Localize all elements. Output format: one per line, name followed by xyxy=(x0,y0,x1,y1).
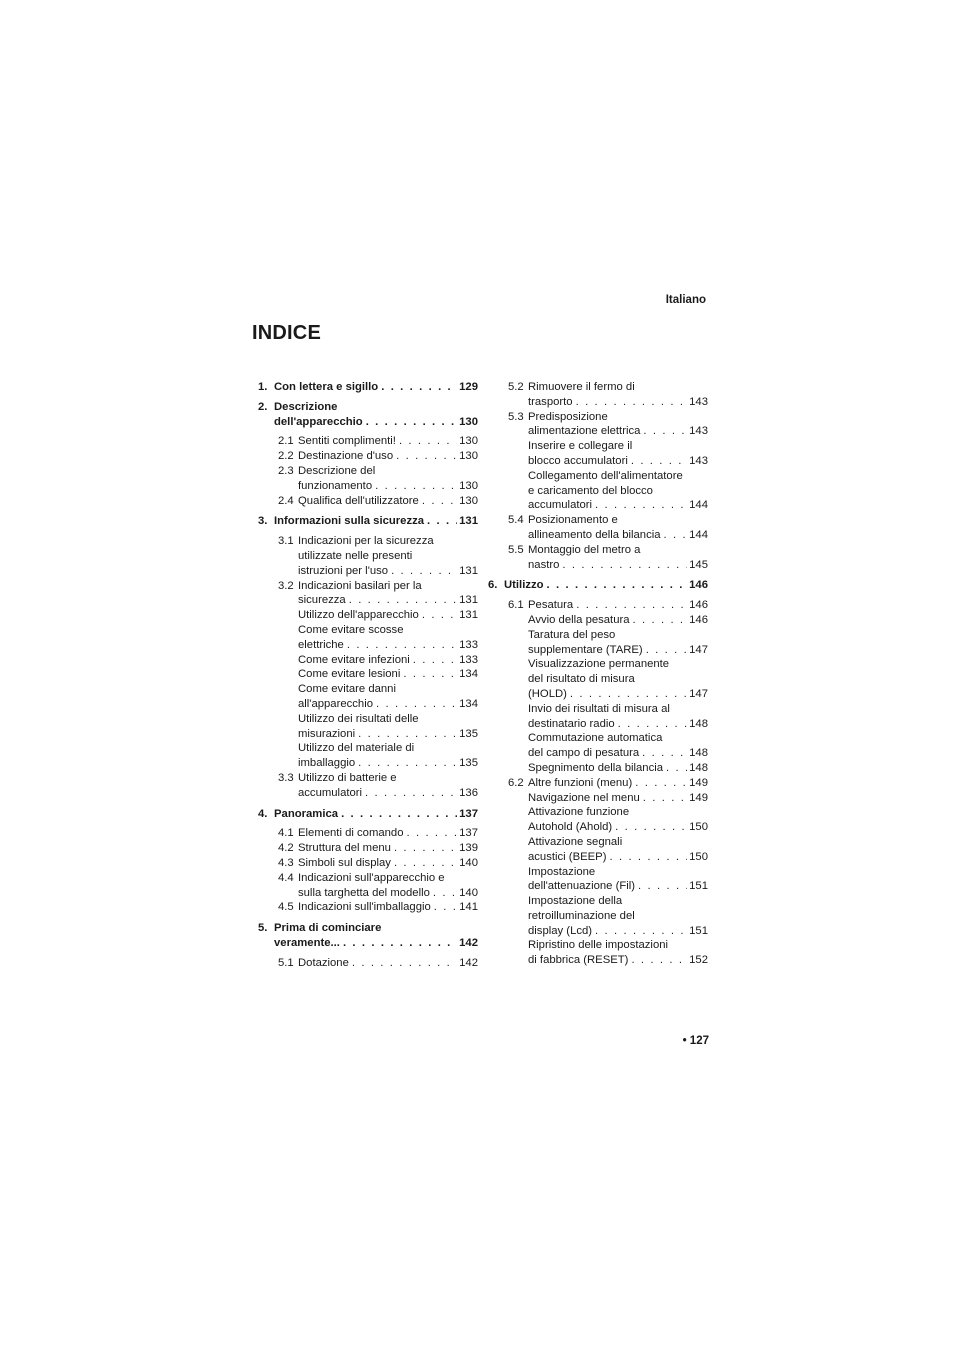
toc-entry-text: Simboli sul display xyxy=(298,856,391,869)
toc-page-number: 140 xyxy=(459,856,478,869)
toc-entry-text: Destinazione d'uso xyxy=(298,450,394,463)
toc-section[interactable] xyxy=(258,400,478,430)
toc-page-number: 142 xyxy=(459,956,478,969)
toc-page-number: 149 xyxy=(689,791,708,804)
dot-leader xyxy=(434,900,457,915)
toc-subsection[interactable] xyxy=(258,856,478,871)
toc-subsection[interactable] xyxy=(488,380,708,410)
toc-subsection[interactable] xyxy=(258,841,478,856)
toc-entry-text: alimentazione elettrica xyxy=(528,425,641,438)
toc-item[interactable] xyxy=(258,682,478,712)
toc-entry-text: utilizzate nelle presenti xyxy=(298,549,413,562)
toc-page-number: 137 xyxy=(459,827,478,840)
toc-entry-text: Avvio della pesatura xyxy=(528,613,630,626)
toc-page-number: 146 xyxy=(689,579,708,592)
toc-page-number: 147 xyxy=(689,687,708,700)
dot-leader xyxy=(375,479,457,494)
dot-leader xyxy=(576,395,688,410)
toc-item[interactable] xyxy=(488,613,708,628)
toc-subsection[interactable] xyxy=(258,449,478,464)
toc-page-number: 144 xyxy=(689,499,708,512)
toc-number: 5.2 xyxy=(508,381,524,393)
toc-page-number: 139 xyxy=(459,842,478,855)
toc-item[interactable] xyxy=(488,805,708,835)
toc-entry-text: Descrizione xyxy=(274,400,338,413)
toc-entry-text: Autohold (Ahold) xyxy=(528,821,613,834)
toc-page-number: 129 xyxy=(459,381,478,393)
toc-subsection[interactable] xyxy=(488,543,708,573)
toc-entry-text: Inserire e collegare il xyxy=(528,440,633,453)
toc-number: 1. xyxy=(258,381,268,393)
toc-entry-text: Come evitare infezioni xyxy=(298,653,410,666)
toc-entry-text: Come evitare scosse xyxy=(298,623,404,636)
toc-entry-text: (HOLD) xyxy=(528,687,567,700)
toc-section[interactable] xyxy=(488,578,708,593)
toc-page-number: 135 xyxy=(459,757,478,770)
page-number: • 127 xyxy=(682,1035,709,1047)
toc-page-number: 148 xyxy=(689,761,708,774)
toc-page-number: 131 xyxy=(459,594,478,607)
toc-number: 4. xyxy=(258,807,268,820)
dot-leader xyxy=(646,643,687,658)
toc-page-number: 141 xyxy=(459,901,478,914)
toc-entry-text: Elementi di comando xyxy=(298,827,404,840)
toc-subsection[interactable] xyxy=(258,494,478,509)
toc-number: 3.2 xyxy=(278,579,294,592)
toc-number: 3. xyxy=(258,515,268,528)
dot-leader xyxy=(394,856,457,871)
toc-entry-text: del risultato di misura xyxy=(528,673,635,686)
toc-entry-text: Montaggio del metro a xyxy=(528,543,641,556)
toc-entry-text: Utilizzo dell'apparecchio xyxy=(298,609,419,622)
dot-leader xyxy=(664,528,688,543)
toc-page-number: 140 xyxy=(459,886,478,899)
dot-leader xyxy=(576,598,687,613)
toc-entry-text: Predisposizione xyxy=(528,410,608,423)
dot-leader xyxy=(413,653,457,668)
toc-number: 6.2 xyxy=(508,776,524,789)
toc-page-number: 131 xyxy=(459,609,478,622)
toc-entry-text: elettriche xyxy=(298,638,344,651)
dot-leader xyxy=(631,454,687,469)
dot-leader xyxy=(391,564,457,579)
dot-leader xyxy=(422,608,457,623)
toc-item[interactable] xyxy=(258,623,478,653)
toc-section[interactable] xyxy=(258,921,478,951)
toc-entry-text: Altre funzioni (menu) xyxy=(528,776,633,789)
toc-entry-text: acustici (BEEP) xyxy=(528,850,607,863)
toc-subsection[interactable] xyxy=(258,826,478,841)
toc-number: 4.1 xyxy=(278,827,294,840)
toc-entry-text: dell'attenuazione (Fil) xyxy=(528,880,636,893)
toc-entry-text: retroilluminazione del xyxy=(528,909,635,922)
toc-item[interactable] xyxy=(488,628,708,658)
toc-page-number: 146 xyxy=(689,613,708,626)
toc-page-number: 134 xyxy=(459,668,478,681)
toc-entry-text: sulla targhetta del modello xyxy=(298,886,430,899)
toc-page-number: 146 xyxy=(689,599,708,612)
dot-leader xyxy=(358,727,457,742)
toc-entry-text: Utilizzo dei risultati delle xyxy=(298,712,419,725)
toc-entry-text: display (Lcd) xyxy=(528,924,593,937)
toc-number: 4.3 xyxy=(278,856,294,869)
toc-page-number: 152 xyxy=(689,954,708,967)
toc-entry-text: Collegamento dell'alimentatore xyxy=(528,469,683,482)
dot-leader xyxy=(631,953,687,968)
toc-subsection[interactable] xyxy=(258,956,478,971)
toc-section[interactable] xyxy=(258,807,478,822)
toc-entry-text: Commutazione automatica xyxy=(528,732,663,745)
toc-page-number: 133 xyxy=(459,653,478,666)
toc-entry-text: misurazioni xyxy=(298,727,356,740)
toc-entry-text: Ripristino delle impostazioni xyxy=(528,939,669,952)
toc-entry-text: dell'apparecchio xyxy=(274,415,363,428)
toc-page-number: 130 xyxy=(459,415,478,428)
toc-entry-text: veramente... xyxy=(274,936,340,949)
toc-item[interactable] xyxy=(488,731,708,761)
dot-leader xyxy=(396,449,457,464)
toc-entry-text: Impostazione xyxy=(528,865,596,878)
dot-leader xyxy=(365,786,457,801)
toc-page-number: 143 xyxy=(689,425,708,438)
toc-number: 3.3 xyxy=(278,771,294,784)
toc-page-number: 130 xyxy=(459,450,478,463)
toc-item[interactable] xyxy=(488,469,708,513)
toc-entry-text: Prima di cominciare xyxy=(274,922,382,935)
toc-number: 5.5 xyxy=(508,543,524,556)
dot-leader xyxy=(615,820,687,835)
dot-leader xyxy=(343,936,457,951)
toc-page-number: 149 xyxy=(689,776,708,789)
toc-number: 2.2 xyxy=(278,450,294,463)
toc-subsection[interactable] xyxy=(488,410,708,440)
toc-entry-text: Impostazione della xyxy=(528,895,623,908)
toc-item[interactable] xyxy=(488,439,708,469)
toc-number: 5. xyxy=(258,922,268,935)
dot-leader xyxy=(666,761,687,776)
toc-entry-text: all'apparecchio xyxy=(298,697,374,710)
toc-number: 5.3 xyxy=(508,410,524,423)
toc-page-number: 131 xyxy=(459,564,478,577)
toc-section[interactable] xyxy=(258,514,478,529)
toc-entry-text: blocco accumulatori xyxy=(528,454,628,467)
toc-subsection[interactable] xyxy=(488,598,708,613)
toc-subsection[interactable] xyxy=(258,871,478,901)
toc-entry-text: Sentiti complimenti! xyxy=(298,435,396,448)
toc-entry-text: Attivazione segnali xyxy=(528,835,623,848)
dot-leader xyxy=(347,638,457,653)
toc-entry-text: supplementare (TARE) xyxy=(528,643,643,656)
toc-subsection[interactable] xyxy=(258,534,478,578)
toc-entry-text: istruzioni per l'uso xyxy=(298,564,389,577)
dot-leader xyxy=(403,667,457,682)
toc-entry-text: Invio dei risultati di misura al xyxy=(528,702,670,715)
toc-subsection[interactable] xyxy=(488,513,708,543)
toc-number: 6. xyxy=(488,579,498,592)
toc-entry-text: del campo di pesatura xyxy=(528,747,640,760)
dot-leader xyxy=(595,498,687,513)
dot-leader xyxy=(422,494,457,509)
toc-item[interactable] xyxy=(488,761,708,776)
dot-leader xyxy=(394,841,457,856)
toc-page-number: 150 xyxy=(689,850,708,863)
toc-page-number: 136 xyxy=(459,786,478,799)
toc-page-number: 150 xyxy=(689,821,708,834)
dot-leader xyxy=(633,613,688,628)
toc-column-right xyxy=(488,380,708,968)
toc-page-number: 130 xyxy=(459,494,478,507)
dot-leader xyxy=(643,424,687,439)
toc-page-number: 151 xyxy=(689,924,708,937)
toc-subsection[interactable] xyxy=(258,579,478,609)
toc-entry-text: destinatario radio xyxy=(528,717,615,730)
dot-leader xyxy=(358,756,457,771)
toc-page-number: 143 xyxy=(689,454,708,467)
toc-page-number: 147 xyxy=(689,643,708,656)
dot-leader xyxy=(433,886,457,901)
toc-subsection[interactable] xyxy=(488,776,708,791)
toc-page-number: 151 xyxy=(689,880,708,893)
toc-entry-text: Indicazioni sull'apparecchio e xyxy=(298,871,445,884)
toc-item[interactable] xyxy=(258,741,478,771)
toc-item[interactable] xyxy=(488,938,708,968)
toc-entry-text: Taratura del peso xyxy=(528,628,616,641)
toc-entry-text: accumulatori xyxy=(528,499,593,512)
toc-section[interactable] xyxy=(258,380,478,395)
toc-page-number: 142 xyxy=(459,936,478,949)
dot-leader xyxy=(609,850,687,865)
toc-page-number: 148 xyxy=(689,747,708,760)
toc-item[interactable] xyxy=(258,653,478,668)
toc-entry-text: Indicazioni basilari per la xyxy=(298,579,422,592)
toc-number: 5.4 xyxy=(508,514,524,527)
toc-entry-text: Utilizzo xyxy=(504,579,544,592)
toc-item[interactable] xyxy=(488,865,708,895)
toc-page-number: 131 xyxy=(459,515,478,528)
toc-entry-text: Come evitare danni xyxy=(298,683,396,696)
dot-leader xyxy=(366,415,457,430)
dot-leader xyxy=(618,717,687,732)
dot-leader xyxy=(341,807,457,822)
toc-page-number: 137 xyxy=(459,807,478,820)
dot-leader xyxy=(638,879,687,894)
toc-entry-text: Indicazioni per la sicurezza xyxy=(298,535,434,548)
dot-leader xyxy=(376,697,457,712)
toc-entry-text: sicurezza xyxy=(298,594,346,607)
dot-leader xyxy=(635,776,687,791)
toc-number: 2.3 xyxy=(278,464,294,477)
toc-entry-text: Attivazione funzione xyxy=(528,806,630,819)
toc-entry-text: funzionamento xyxy=(298,479,373,492)
toc-subsection[interactable] xyxy=(258,434,478,449)
toc-entry-text: Spegnimento della bilancia xyxy=(528,761,664,774)
toc-entry-text: Rimuovere il fermo di xyxy=(528,381,635,393)
toc-entry-text: Struttura del menu xyxy=(298,842,391,855)
toc-entry-text: e caricamento del blocco xyxy=(528,484,653,497)
toc-item[interactable] xyxy=(258,667,478,682)
toc-entry-text: accumulatori xyxy=(298,786,363,799)
toc-number: 5.1 xyxy=(278,956,294,969)
toc-number: 6.1 xyxy=(508,599,524,612)
toc-entry-text: allineamento della bilancia xyxy=(528,528,661,541)
toc-item[interactable] xyxy=(488,894,708,938)
dot-leader xyxy=(349,593,457,608)
toc-entry-text: Descrizione del xyxy=(298,464,376,477)
toc-number: 4.5 xyxy=(278,901,294,914)
toc-entry-text: Navigazione nel menu xyxy=(528,791,640,804)
toc-page-number: 134 xyxy=(459,697,478,710)
dot-leader xyxy=(562,558,687,573)
toc-entry-text: Dotazione xyxy=(298,956,349,969)
toc-entry-text: Indicazioni sull'imballaggio xyxy=(298,901,431,914)
toc-page-number: 133 xyxy=(459,638,478,651)
toc-page-number: 130 xyxy=(459,435,478,448)
toc-number: 3.1 xyxy=(278,535,294,548)
toc-page-number: 130 xyxy=(459,479,478,492)
language-label: Italiano xyxy=(665,294,706,306)
toc-page-number: 148 xyxy=(689,717,708,730)
toc-entry-text: trasporto xyxy=(528,395,573,408)
toc-entry-text: di fabbrica (RESET) xyxy=(528,954,629,967)
toc-item[interactable] xyxy=(258,712,478,742)
dot-leader xyxy=(595,924,687,939)
toc-entry-text: nastro xyxy=(528,558,560,571)
toc-item[interactable] xyxy=(258,608,478,623)
dot-leader xyxy=(570,687,687,702)
toc-page-number: 135 xyxy=(459,727,478,740)
page-title: INDICE xyxy=(252,322,321,344)
toc-entry-text: Posizionamento e xyxy=(528,514,618,527)
toc-item[interactable] xyxy=(488,835,708,865)
dot-leader xyxy=(381,380,457,395)
toc-number: 4.2 xyxy=(278,842,294,855)
dot-leader xyxy=(427,514,457,529)
dot-leader xyxy=(399,434,457,449)
toc-item[interactable] xyxy=(488,702,708,732)
toc-subsection[interactable] xyxy=(258,464,478,494)
toc-entry-text: Visualizzazione permanente xyxy=(528,658,670,671)
toc-entry-text: Come evitare lesioni xyxy=(298,668,401,681)
dot-leader xyxy=(547,578,688,593)
toc-number: 4.4 xyxy=(278,871,294,884)
toc-entry-text: Utilizzo del materiale di xyxy=(298,742,415,755)
toc-entry-text: Qualifica dell'utilizzatore xyxy=(298,494,419,507)
toc-subsection[interactable] xyxy=(258,900,478,915)
toc-number: 2.4 xyxy=(278,494,294,507)
toc-number: 2.1 xyxy=(278,435,294,448)
dot-leader xyxy=(407,826,458,841)
toc-column-left xyxy=(258,380,478,970)
toc-entry-text: Informazioni sulla sicurezza xyxy=(274,515,425,528)
toc-subsection[interactable] xyxy=(258,771,478,801)
toc-item[interactable] xyxy=(488,657,708,701)
dot-leader xyxy=(642,746,687,761)
toc-page-number: 143 xyxy=(689,395,708,408)
toc-item[interactable] xyxy=(488,791,708,806)
toc-entry-text: Pesatura xyxy=(528,599,574,612)
toc-page-number: 144 xyxy=(689,528,708,541)
toc-number: 2. xyxy=(258,400,268,413)
dot-leader xyxy=(352,956,457,971)
toc-entry-text: Con lettera e sigillo xyxy=(274,381,379,393)
dot-leader xyxy=(643,791,687,806)
toc-entry-text: Utilizzo di batterie e xyxy=(298,771,397,784)
toc-entry-text: Panoramica xyxy=(274,807,339,820)
toc-entry-text: imballaggio xyxy=(298,757,356,770)
toc-page-number: 145 xyxy=(689,558,708,571)
